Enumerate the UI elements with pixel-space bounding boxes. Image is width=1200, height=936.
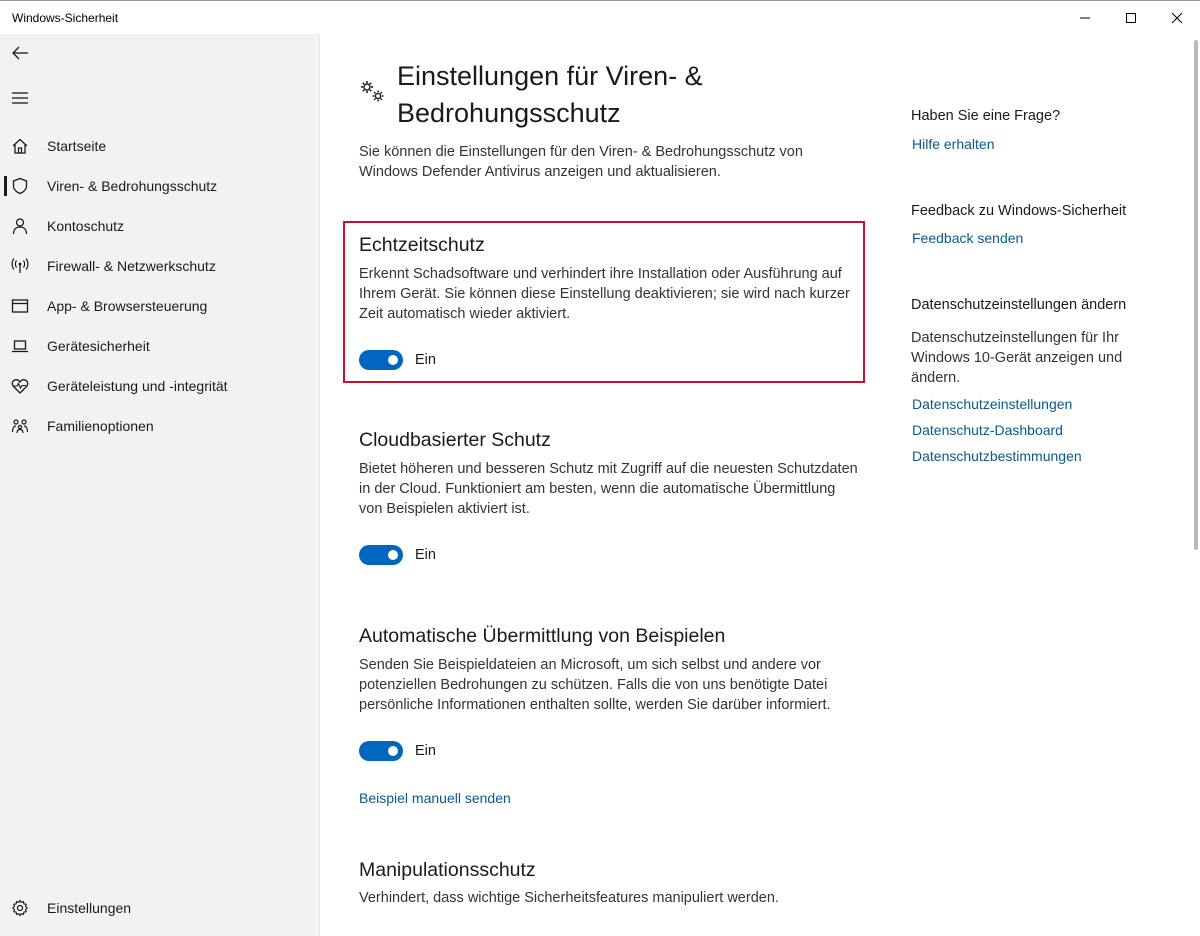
sidebar-item-label: App- & Browsersteuerung xyxy=(47,298,208,314)
uebermittlung-toggle[interactable] xyxy=(359,741,403,761)
back-button[interactable] xyxy=(4,37,36,69)
sidebar-item-label: Startseite xyxy=(47,138,107,154)
window-title: Windows-Sicherheit xyxy=(12,11,119,25)
toggle-knob xyxy=(388,746,398,756)
close-icon xyxy=(1171,12,1183,24)
vertical-scrollbar[interactable] xyxy=(1194,40,1198,550)
sidebar-item-einstellungen[interactable] xyxy=(0,888,320,928)
section-heading: Echtzeitschutz xyxy=(359,234,485,256)
sidebar-item-geraeteleistung[interactable] xyxy=(0,366,320,406)
family-icon xyxy=(11,417,29,435)
sidebar-item-familienoptionen[interactable] xyxy=(0,406,320,446)
laptop-icon xyxy=(11,337,29,355)
section-manipulationsschutz xyxy=(359,857,859,908)
sidebar-item-kontoschutz[interactable] xyxy=(0,206,320,246)
settings-gears-icon xyxy=(358,78,388,104)
section-cloudbasierter-schutz xyxy=(359,427,859,563)
sidebar-item-viren-bedrohungsschutz[interactable] xyxy=(0,166,320,206)
beispiel-manuell-senden-link[interactable]: Beispiel manuell senden xyxy=(359,790,511,806)
sidebar-item-label: Kontoschutz xyxy=(47,218,125,234)
minimize-button[interactable] xyxy=(1062,1,1108,35)
sidebar-item-geraetesicherheit[interactable] xyxy=(0,326,320,366)
cloudschutz-toggle[interactable] xyxy=(359,545,403,565)
datenschutzeinstellungen-link[interactable]: Datenschutzeinstellungen xyxy=(912,396,1073,412)
sidebar-item-label: Firewall- & Netzwerkschutz xyxy=(47,258,216,274)
title-bar xyxy=(0,0,1200,34)
feedback-heading: Feedback zu Windows-Sicherheit xyxy=(911,203,1127,219)
hilfe-erhalten-link[interactable]: Hilfe erhalten xyxy=(912,136,995,152)
section-description: Erkennt Schadsoftware und verhindert ihre Installation oder Ausführung auf Ihrem Gerät. Sie können diese Einstellung deaktivieren; sie wird nach kurzer Zeit automatisch wieder aktiviert. xyxy=(359,266,850,322)
toggle-knob xyxy=(388,355,398,365)
home-icon xyxy=(11,137,29,155)
toggle-state-label: Ein xyxy=(415,547,436,563)
sidebar-item-label: Viren- & Bedrohungsschutz xyxy=(47,178,218,194)
question-heading: Haben Sie eine Frage? xyxy=(911,108,1061,124)
browser-window-icon xyxy=(11,297,29,315)
datenschutz-dashboard-link[interactable]: Datenschutz-Dashboard xyxy=(912,422,1063,438)
maximize-button[interactable] xyxy=(1108,1,1154,35)
section-description: Verhindert, dass wichtige Sicherheitsfeatures manipuliert werden. xyxy=(359,890,779,906)
person-icon xyxy=(11,217,29,235)
section-heading: Cloudbasierter Schutz xyxy=(359,429,551,451)
page-title: Einstellungen für Viren- & Bedrohungsschutz xyxy=(397,61,703,128)
gear-icon xyxy=(11,899,29,917)
section-heading: Manipulationsschutz xyxy=(359,859,536,881)
back-arrow-icon xyxy=(11,44,29,62)
section-echtzeitschutz xyxy=(359,232,859,368)
hamburger-menu-button[interactable] xyxy=(4,82,36,114)
shield-icon xyxy=(11,177,29,195)
feedback-senden-link[interactable]: Feedback senden xyxy=(912,230,1024,246)
sidebar-item-label: Geräteleistung und -integrität xyxy=(47,378,228,394)
toggle-row xyxy=(359,741,436,761)
section-description: Senden Sie Beispieldateien an Microsoft, um sich selbst und andere vor potenziellen Bedrohungen zu schützen. Falls die von uns benötigte Datei persönliche Informationen enthalten sollte, werden Sie darüber informiert. xyxy=(359,657,831,713)
minimize-icon xyxy=(1079,12,1091,24)
privacy-text: Datenschutzeinstellungen für Ihr Windows 10-Gerät anzeigen und ändern. xyxy=(911,330,1123,386)
close-button[interactable] xyxy=(1154,1,1200,35)
toggle-state-label: Ein xyxy=(415,352,436,368)
toggle-row xyxy=(359,545,436,565)
privacy-heading: Datenschutzeinstellungen ändern xyxy=(911,297,1127,313)
toggle-knob xyxy=(388,550,398,560)
section-description: Bietet höheren und besseren Schutz mit Zugriff auf die neuesten Schutzdaten in der Cloud. Funktioniert am besten, wenn die automatische Übermittlung von Beispielen aktiviert ist. xyxy=(359,461,858,517)
sidebar-item-app-browser[interactable] xyxy=(0,286,320,326)
sidebar-item-label: Gerätesicherheit xyxy=(47,338,150,354)
section-heading: Automatische Übermittlung von Beispielen xyxy=(359,625,726,647)
heart-pulse-icon xyxy=(11,377,29,395)
sidebar-item-label: Familienoptionen xyxy=(47,418,154,434)
maximize-icon xyxy=(1125,12,1137,24)
sidebar-item-startseite[interactable] xyxy=(0,126,320,166)
datenschutzbestimmungen-link[interactable]: Datenschutzbestimmungen xyxy=(912,448,1082,464)
echtzeitschutz-toggle[interactable] xyxy=(359,350,403,370)
antenna-icon xyxy=(11,257,29,275)
sidebar-item-firewall[interactable] xyxy=(0,246,320,286)
hamburger-icon xyxy=(11,91,29,105)
sidebar-settings-label: Einstellungen xyxy=(47,900,132,916)
page-description: Sie können die Einstellungen für den Viren- & Bedrohungsschutz von Windows Defender Antivirus anzeigen und aktualisieren. xyxy=(359,144,803,180)
section-automatische-uebermittlung xyxy=(359,623,859,806)
toggle-row xyxy=(359,350,436,370)
sidebar xyxy=(0,34,320,936)
toggle-state-label: Ein xyxy=(415,743,436,759)
